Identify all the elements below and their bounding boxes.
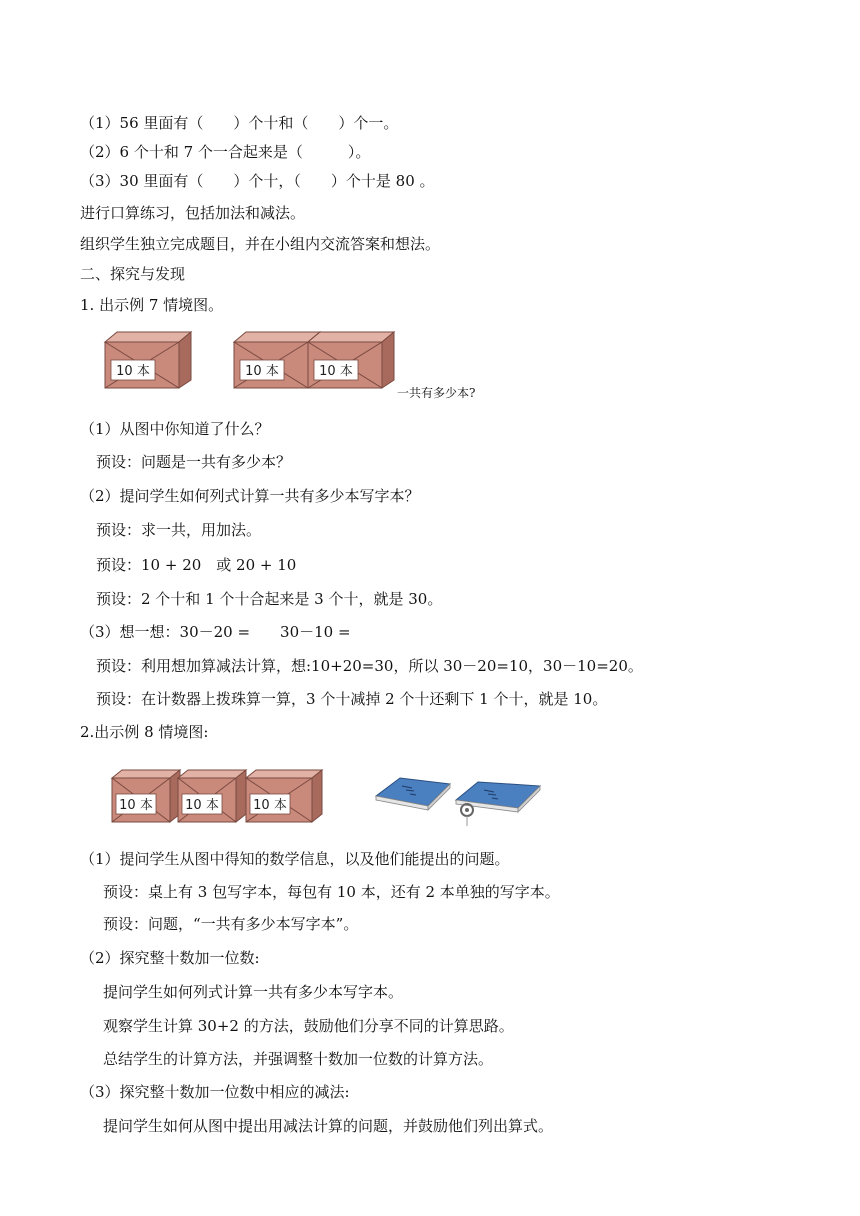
box-label: 10 本 bbox=[119, 798, 153, 813]
box-label: 10 本 bbox=[116, 364, 150, 379]
item-1-preset: 预设：问题是一共有多少本？ bbox=[96, 453, 292, 471]
notebook-icon bbox=[372, 776, 452, 812]
book-box-icon bbox=[103, 330, 193, 390]
item-1: （1）从图中你知道了什么？ bbox=[80, 420, 270, 438]
book-box-icon bbox=[176, 768, 248, 824]
example-7-heading: 1. 出示例 7 情境图。 bbox=[80, 296, 224, 314]
question-1: （1）56 里面有（ ）个十和（ ）个一。 bbox=[80, 114, 399, 132]
item-2-preset-1: 预设：求一共，用加法。 bbox=[96, 521, 262, 539]
item-b1-preset-2: 预设：问题，“一共有多少本写字本”。 bbox=[103, 915, 359, 933]
box-label: 10 本 bbox=[185, 798, 219, 813]
question-2: （2）6 个十和 7 个一合起来是（ ）。 bbox=[80, 143, 371, 161]
item-b2-line-2: 观察学生计算 30+2 的方法，鼓励他们分享不同的计算思路。 bbox=[103, 1017, 514, 1035]
item-b2-line-3: 总结学生的计算方法，并强调整十数加一位数的计算方法。 bbox=[103, 1050, 494, 1068]
item-2: （2）提问学生如何列式计算一共有多少本写字本？ bbox=[80, 487, 420, 505]
book-box-icon bbox=[110, 768, 182, 824]
item-2-preset-3: 预设：2 个十和 1 个十合起来是 3 个十，就是 30。 bbox=[96, 590, 443, 608]
section-heading: 二、探究与发现 bbox=[80, 265, 186, 283]
question-3: （3）30 里面有（ ）个十，（ ）个十是 80 。 bbox=[80, 172, 435, 190]
item-3-preset-2: 预设：在计数器上拨珠算一算，3 个十减掉 2 个十还剩下 1 个十，就是 10。 bbox=[96, 690, 608, 708]
box-label: 10 本 bbox=[253, 798, 287, 813]
example-8-heading: 2.出示例 8 情境图: bbox=[80, 723, 209, 741]
book-box-icon bbox=[244, 768, 324, 824]
item-b1-preset-1: 预设：桌上有 3 包写字本，每包有 10 本，还有 2 本单独的写字本。 bbox=[103, 883, 560, 901]
text-oral-practice: 进行口算练习，包括加法和减法。 bbox=[80, 204, 306, 222]
item-b1: （1）提问学生从图中得知的数学信息，以及他们能提出的问题。 bbox=[80, 850, 510, 868]
item-3-preset-1: 预设：利用想加算减法计算，想:10+20=30，所以 30－20=10，30－10=20。 bbox=[96, 657, 643, 675]
item-b3-line-1: 提问学生如何从图中提出用减法计算的问题，并鼓励他们列出算式。 bbox=[103, 1117, 554, 1135]
item-2-preset-2: 预设：10 + 20 或 20 + 10 bbox=[96, 556, 297, 574]
book-box-icon bbox=[306, 330, 396, 390]
example-7-caption: 一共有多少本? bbox=[397, 386, 476, 400]
box-label: 10 本 bbox=[319, 364, 353, 379]
item-b3: （3）探究整十数加一位数中相应的减法: bbox=[80, 1083, 350, 1101]
item-b2: （2）探究整十数加一位数: bbox=[80, 949, 260, 967]
notebook-icon bbox=[452, 780, 544, 828]
text-group-work: 组织学生独立完成题目，并在小组内交流答案和想法。 bbox=[80, 235, 441, 253]
box-label: 10 本 bbox=[245, 364, 279, 379]
item-b2-line-1: 提问学生如何列式计算一共有多少本写字本。 bbox=[103, 983, 404, 1001]
item-3: （3）想一想：30－20 = 30－10 = bbox=[80, 623, 351, 641]
